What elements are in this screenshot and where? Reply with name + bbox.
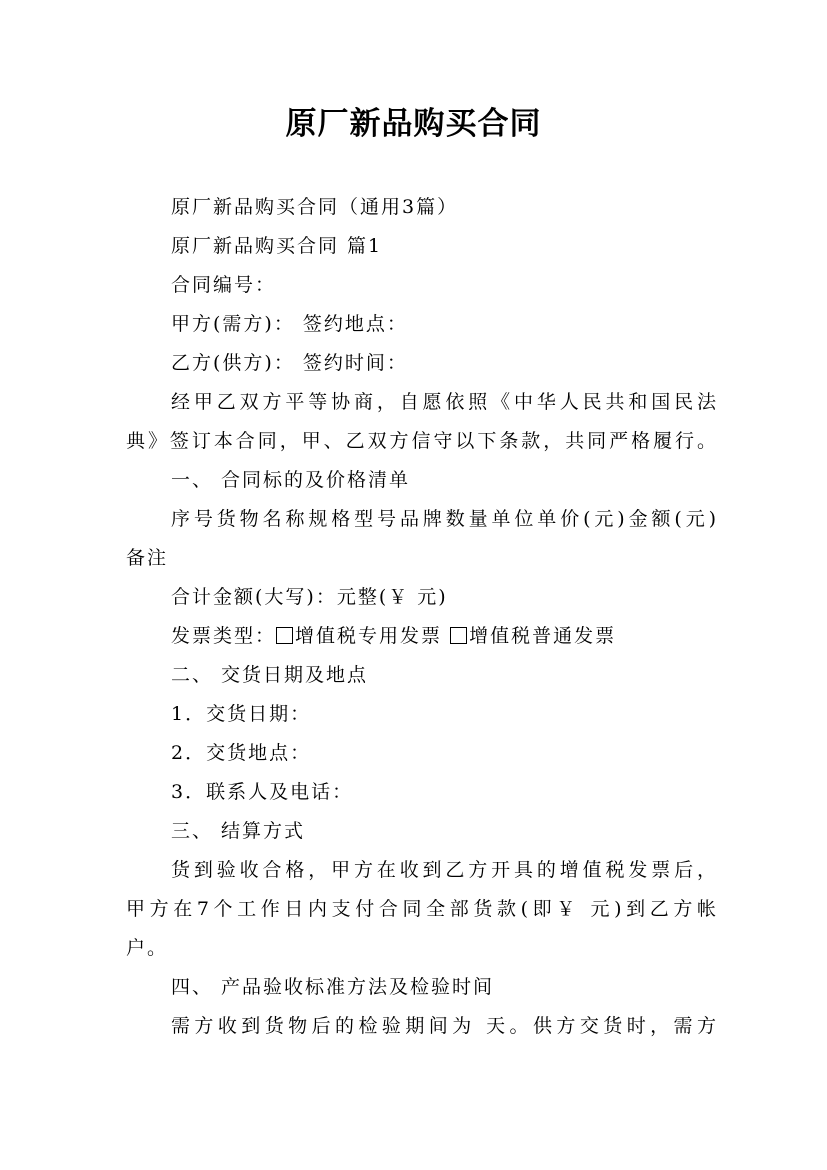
section-2-heading: 二、 交货日期及地点 [171,664,369,686]
table-header-line-2: 备注 [126,547,169,569]
inspection-line-1: 需方收到货物后的检验期间为 天。供方交货时，需方 [171,1015,716,1037]
invoice-general-option: 增值税普通发票 [469,625,617,647]
section-1-heading: 一、 合同标的及价格清单 [171,469,411,491]
document-body [126,188,716,1046]
delivery-place-line: 2．交货地点： [171,742,312,764]
contract-number-label: 合同编号： [171,274,277,296]
document-subtitle: 原厂新品购买合同（通用3篇） [171,196,459,218]
total-amount-line: 合计金额(大写)：元整(￥ 元) [171,586,448,608]
settlement-line-1: 货到验收合格，甲方在收到乙方开具的增值税发票后， [171,859,716,881]
invoice-general-checkbox[interactable] [450,627,467,644]
contact-line: 3．联系人及电话： [171,781,354,803]
part-heading: 原厂新品购买合同 篇1 [171,235,383,257]
invoice-special-checkbox[interactable] [276,627,293,644]
party-b-line: 乙方(供方)： 签约时间： [171,352,408,374]
table-header-line-1: 序号货物名称规格型号品牌数量单位单价(元)金额(元) [171,508,716,530]
invoice-type-line [126,617,716,656]
invoice-type-label: 发票类型： [171,625,277,647]
party-a-line: 甲方(需方)： 签约地点： [171,313,408,335]
section-3-heading: 三、 结算方式 [171,820,306,842]
settlement-line-3: 户。 [126,937,169,959]
intro-paragraph-line-2: 典》签订本合同，甲、乙双方信守以下条款，共同严格履行。 [126,430,716,452]
section-4-heading: 四、 产品验收标准方法及检验时间 [171,976,495,998]
settlement-line-2: 甲方在7个工作日内支付合同全部货款(即￥ 元)到乙方帐 [126,898,716,920]
delivery-date-line: 1．交货日期： [171,703,312,725]
intro-paragraph-line-1: 经甲乙双方平等协商，自愿依照《中华人民共和国民法 [171,391,716,413]
invoice-special-option: 增值税专用发票 [295,625,443,647]
document-title: 原厂新品购买合同 [285,106,542,142]
